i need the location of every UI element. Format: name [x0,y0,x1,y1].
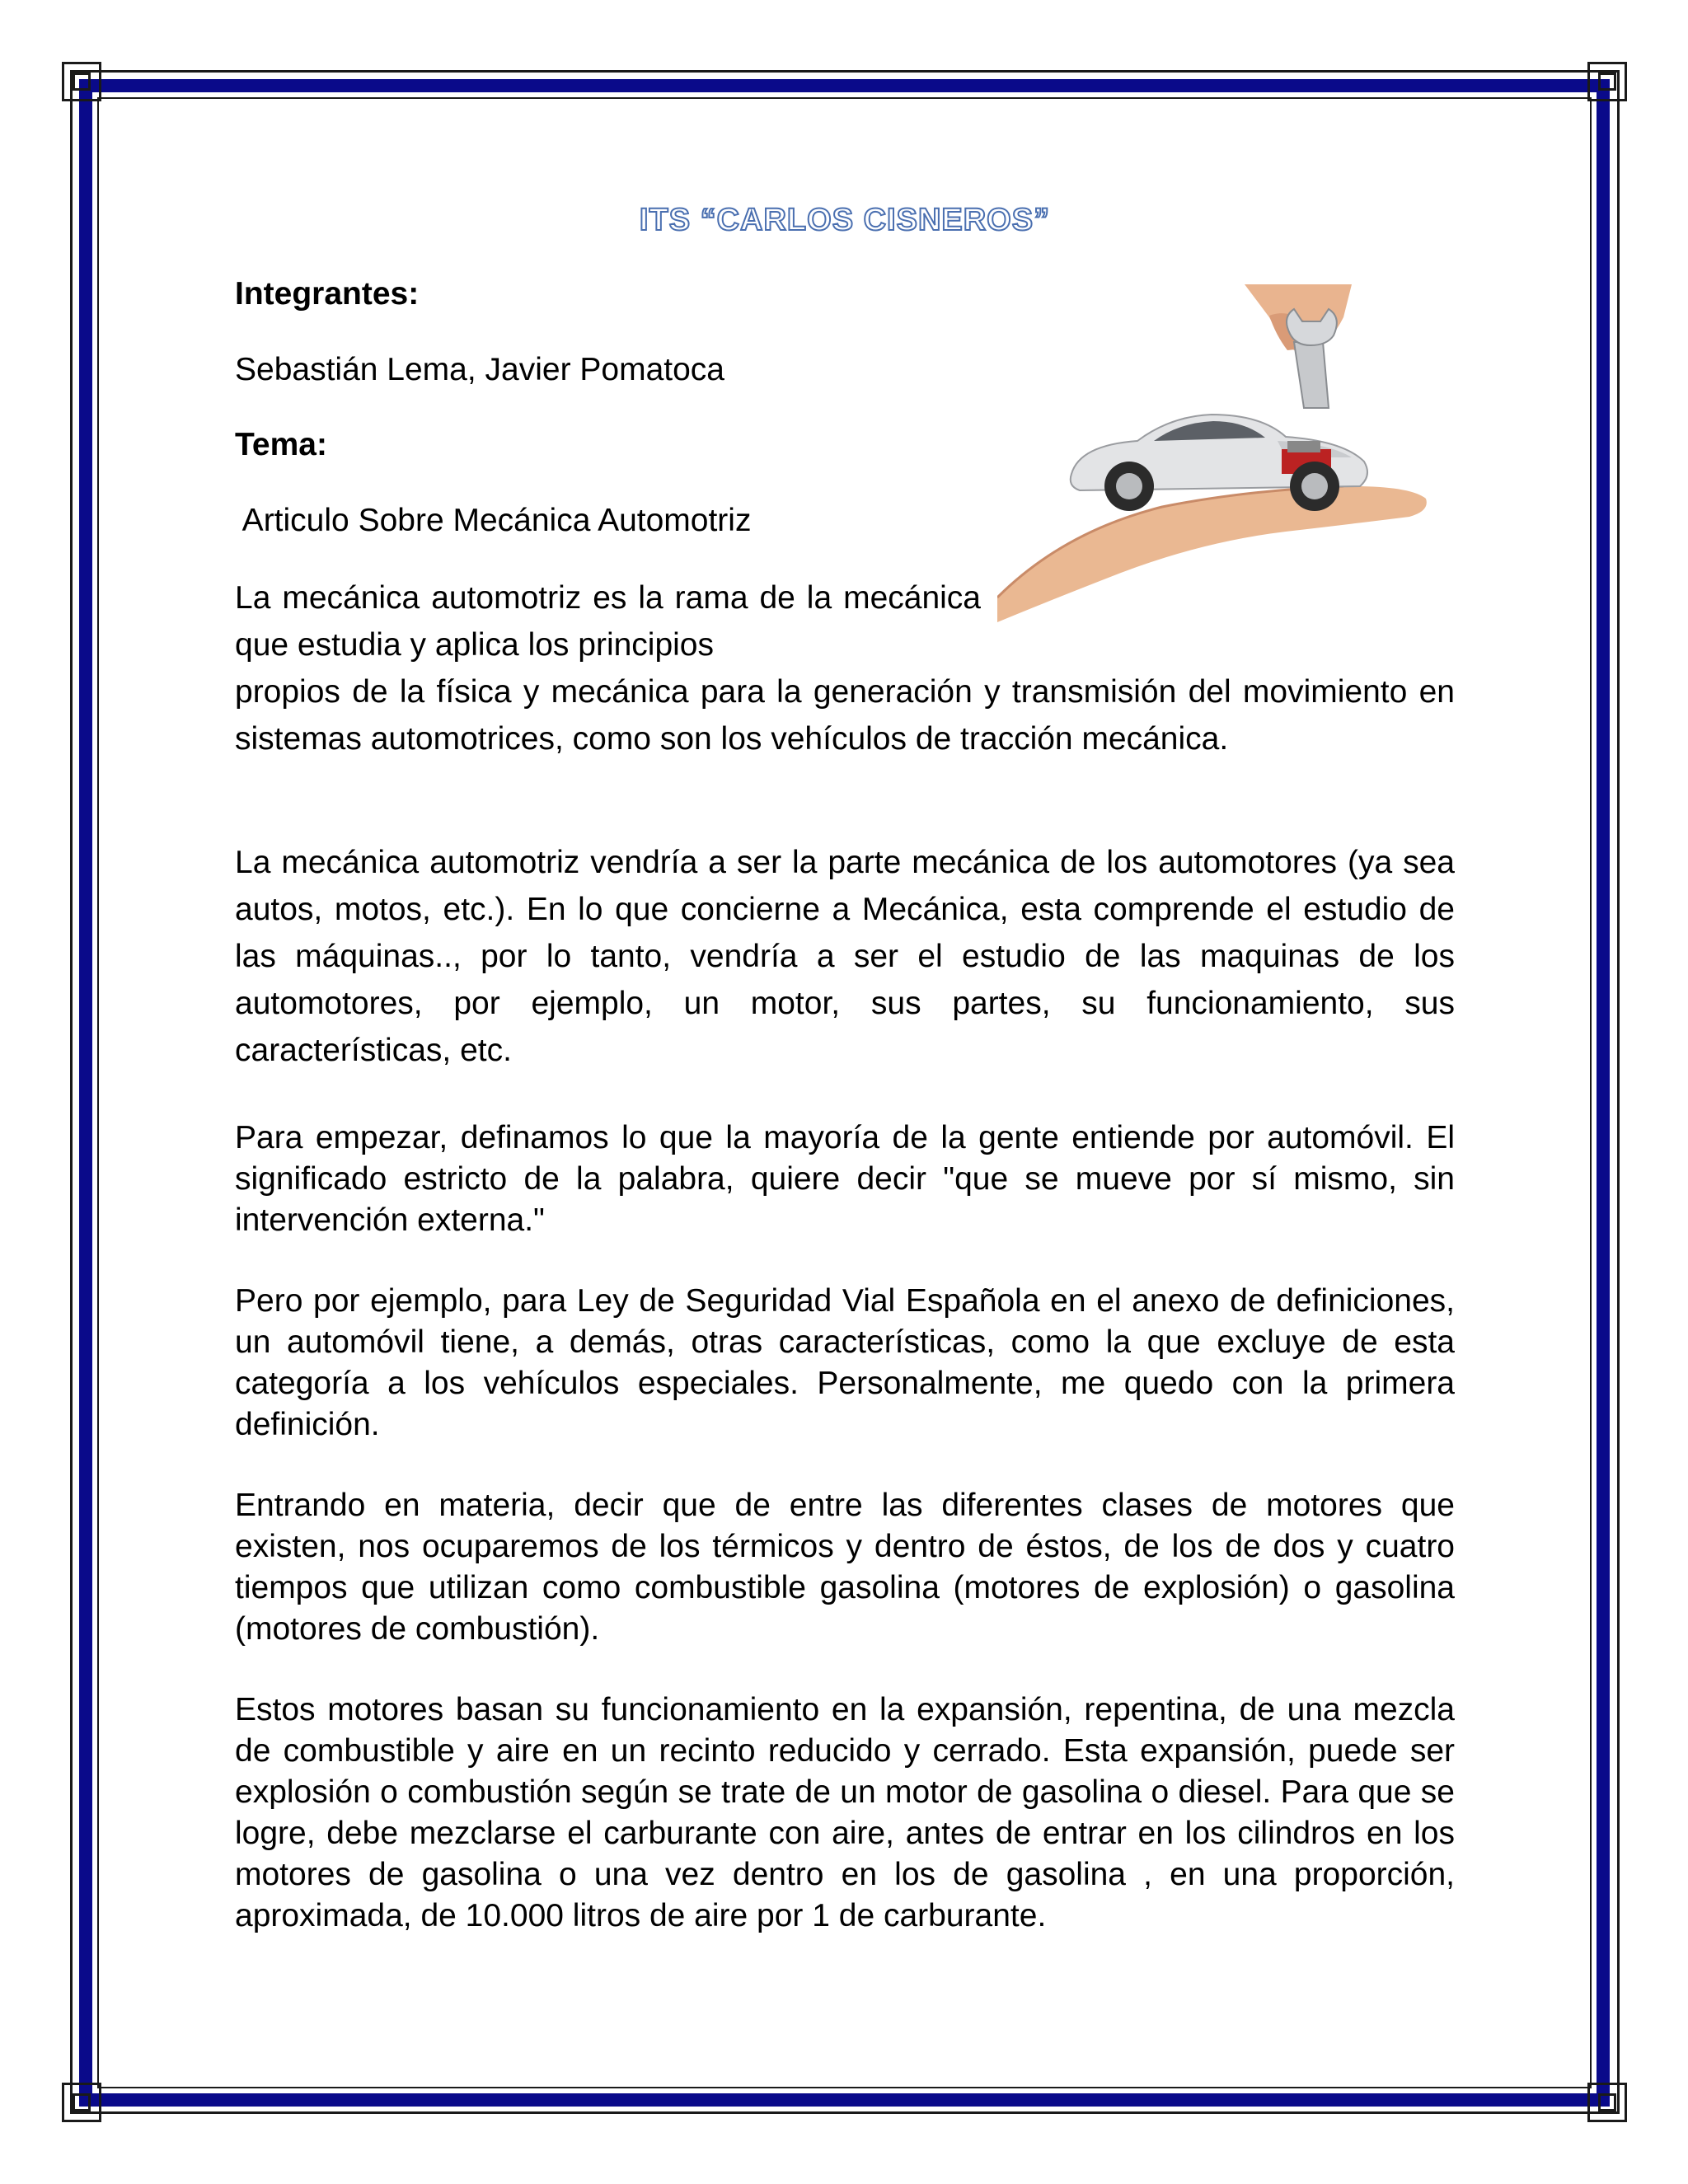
hand-holding-car-image [997,284,1459,622]
integrantes-label: Integrantes: [235,276,420,312]
paragraph-4: Pero por ejemplo, para Ley de Seguridad Vial Española en el anexo de definiciones, un automóvil tiene, a demás, otras características, como la que excluye de esta categoría a los vehículos especiales. Personalmente, me quedo con la primera definición. [235,1283,1455,1442]
paragraph-3: Para empezar, definamos lo que la mayoría de la gente entiende por automóvil. El significado estricto de la palabra, quiere decir "que se mueve por sí mismo, sin intervención externa." [235,1120,1455,1238]
integrantes-names: Sebastián Lema, Javier Pomatoca [235,352,724,387]
border-corner-ornament [1587,62,1627,101]
border-corner-ornament [62,62,101,101]
border-corner-ornament [62,2083,101,2122]
document-title: ITS “CARLOS CISNEROS” [639,203,1051,237]
tema-value: Articulo Sobre Mecánica Automotriz [235,503,752,538]
paragraph-2: La mecánica automotriz vendría a ser la parte mecánica de los automotores (ya sea autos, motos, etc.). En lo que concierne a Mecánica, esta comprende el estudio de las máquinas.., por lo tanto, vendría a ser el estudio de las maquinas de los automotores, por ejemplo, un motor, sus partes, su funcionamiento, sus características, etc. [235,845,1455,1068]
paragraph-1-intro: La mecánica automotriz es la rama de la mecánica que estudia y aplica los principios [235,580,981,663]
paragraph-6: Estos motores basan su funcionamiento en la expansión, repentina, de una mezcla de combustible y aire en un recinto reducido y cerrado. Esta expansión, puede ser explosión o combustión según se trate de un motor de gasolina o diesel. Para que se logre, debe mezclarse el carburante con aire, antes de entrar en los cilindros en los motores de gasolina o una vez dentro en los de gasolina , en una proporción, aproximada, de 10.000 litros de aire por 1 de carburante. [235,1692,1455,1933]
tema-label: Tema: [235,427,327,462]
paragraph-5: Entrando en materia, decir que de entre las diferentes clases de motores que existen, nos ocuparemos de los térmicos y dentro de éstos, de los de dos y cuatro tiempos que utilizan como combustible gasolina (motores de explosión) o gasolina (motores de combustión). [235,1488,1455,1647]
border-corner-ornament [1587,2083,1627,2122]
paragraph-1-continued: propios de la física y mecánica para la generación y transmisión del movimiento en sistemas automotrices, como son los vehículos de tracción mecánica. [235,674,1455,757]
